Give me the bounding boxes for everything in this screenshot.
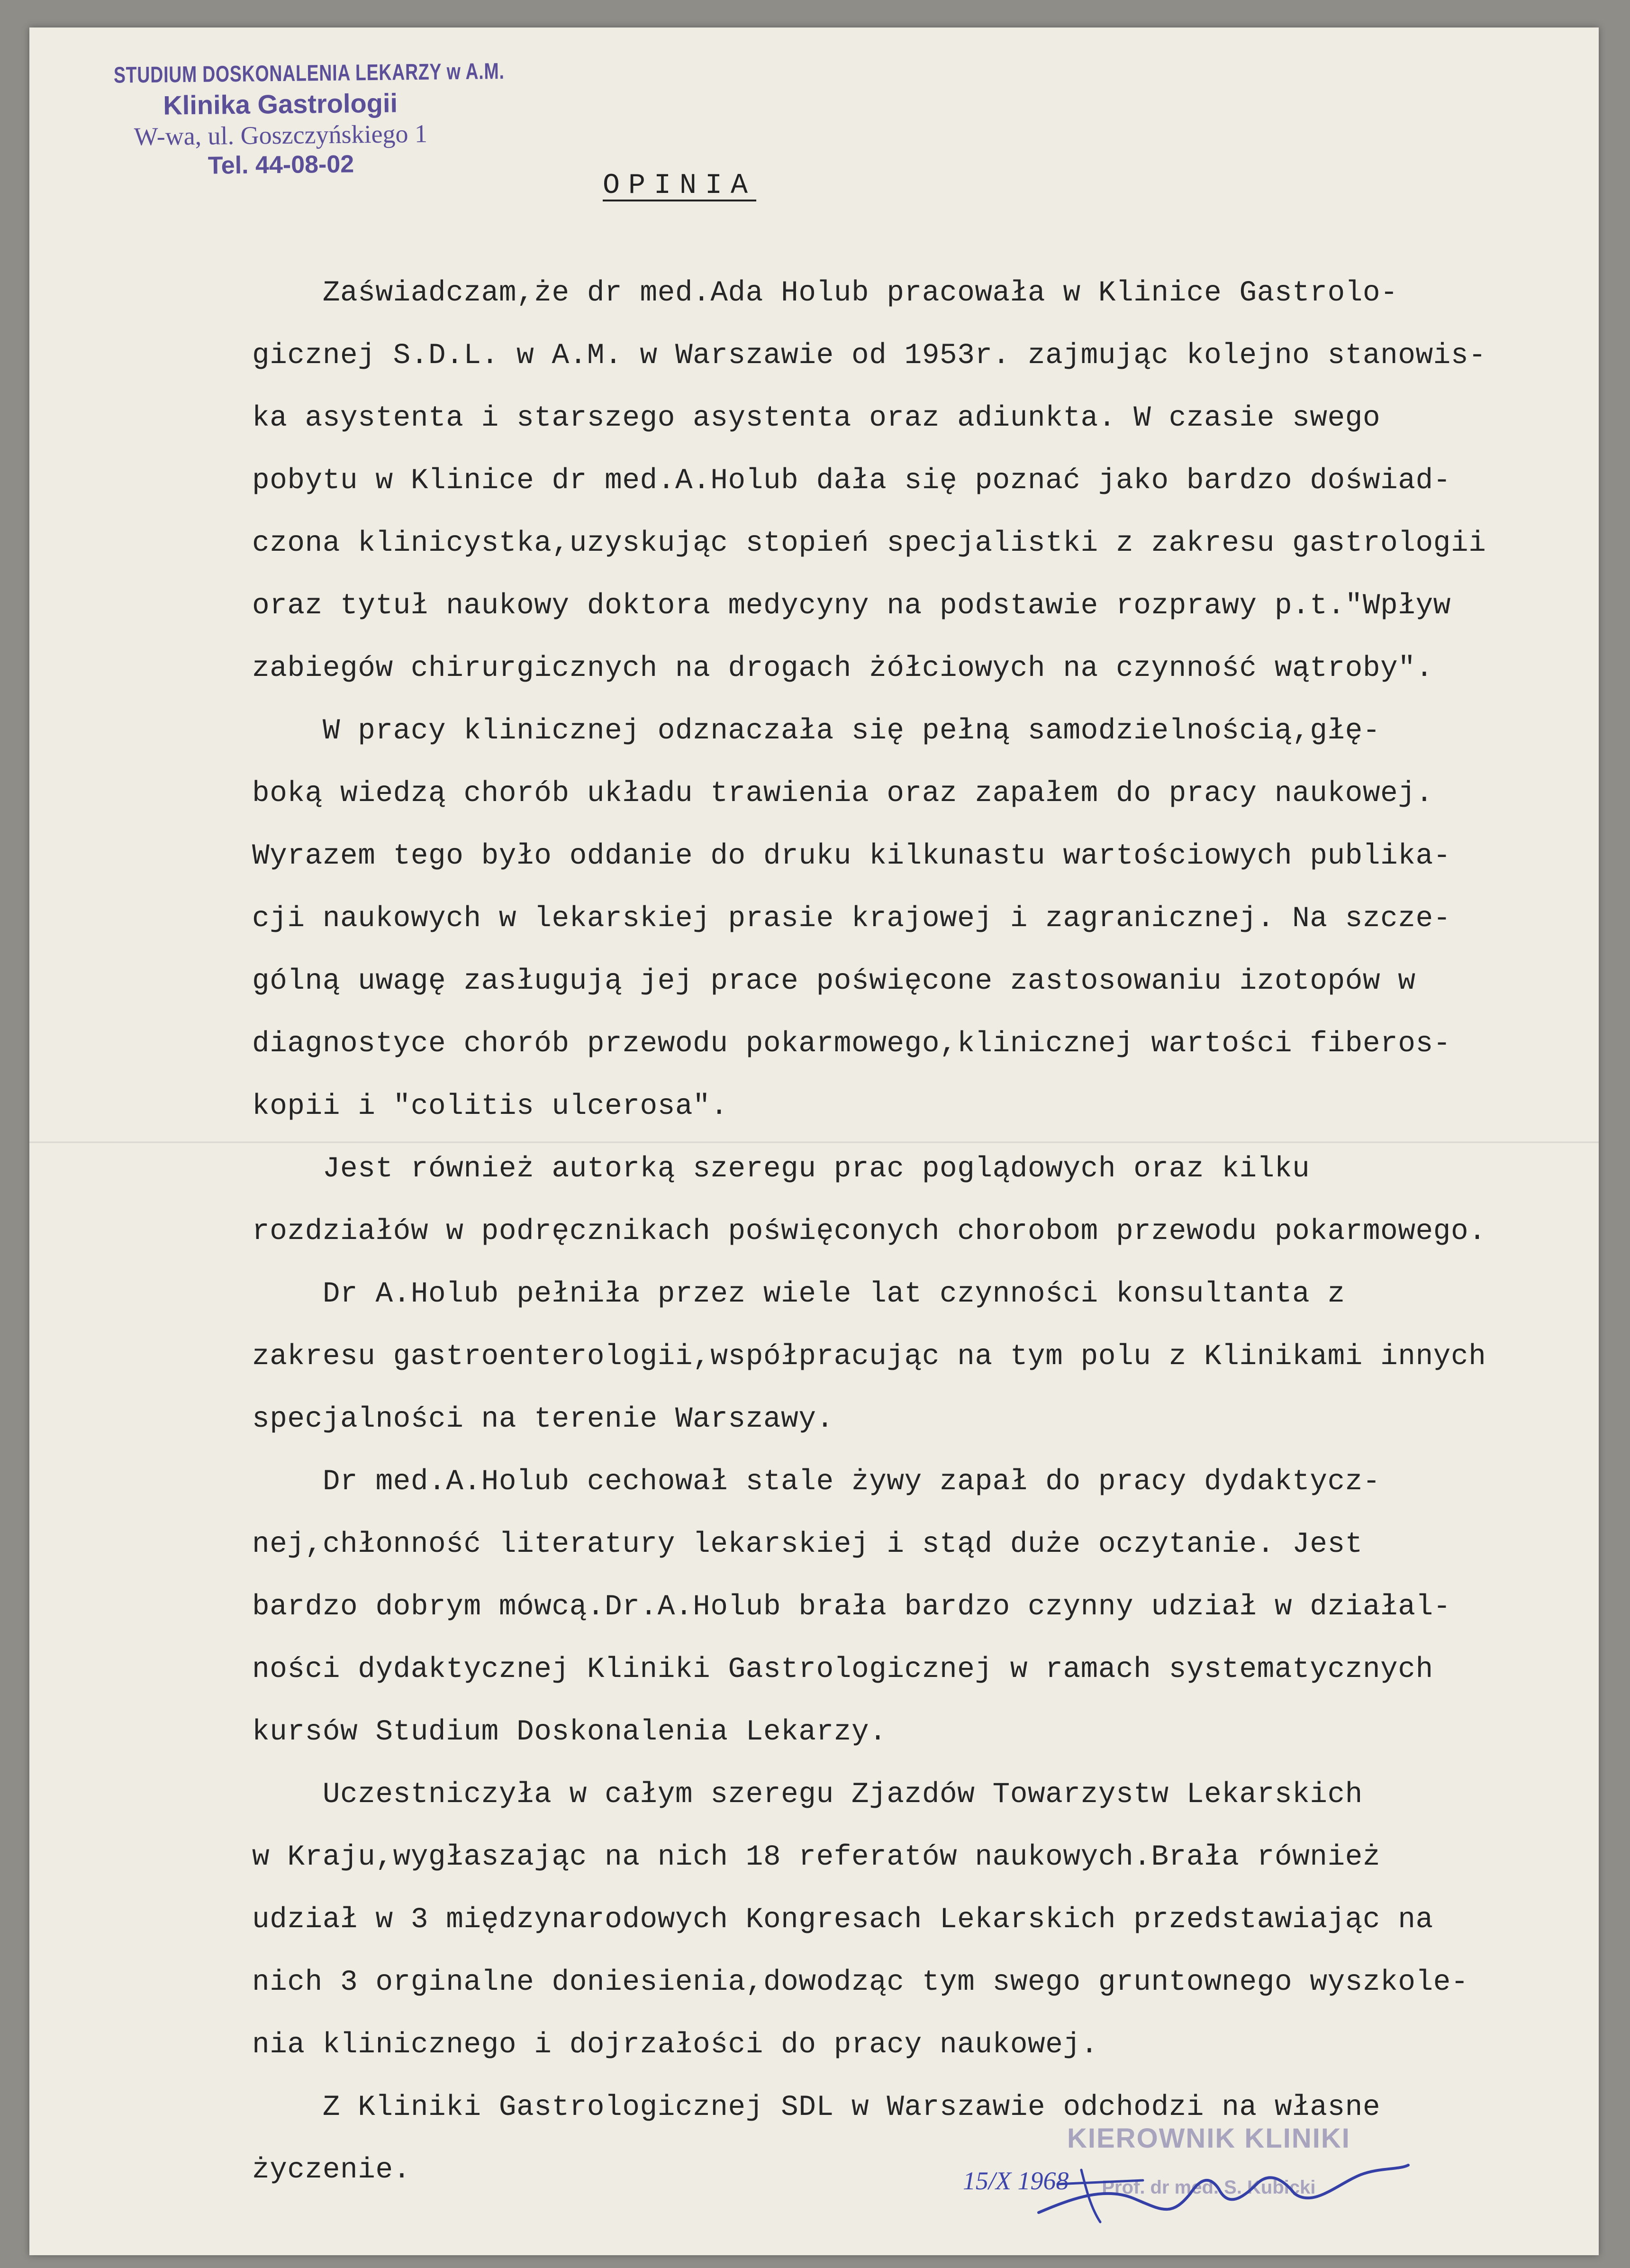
text-line: Z Kliniki Gastrologicznej SDL w Warszawie odchodzi na własne [252,2091,1381,2124]
text-line: kopii i "colitis ulcerosa". [252,1090,728,1123]
stamp-line-institution: STUDIUM DOSKONALENIA LEKARZY w A.M. [113,59,505,88]
stamp-name: Prof. dr med. S. Kubicki [1102,2177,1316,2198]
text-line: oraz tytuł naukowy doktora medycyny na podstawie rozprawy p.t."Wpływ [252,590,1451,622]
document-sheet [29,27,1599,2255]
text-line: Uczestniczyła w całym szeregu Zjazdów Towarzystw Lekarskich [252,1778,1363,1811]
document-title: OPINIA [603,170,757,202]
text-line: gicznej S.D.L. w A.M. w Warszawie od 1953r. zajmując kolejno stanowis- [252,339,1486,372]
text-line: pobytu w Klinice dr med.A.Holub dała się poznać jako bardzo doświad- [252,465,1451,497]
institution-stamp [67,58,505,181]
text-line: nia klinicznego i dojrzałości do pracy naukowej. [252,2029,1098,2061]
text-line: czona klinicystka,uzyskując stopień specjalistki z zakresu gastrologii [252,527,1486,560]
text-line: kursów Studium Doskonalenia Lekarzy. [252,1716,887,1749]
text-line: specjalności na terenie Warszawy. [252,1403,834,1436]
text-line: Dr A.Holub pełniła przez wiele lat czynności konsultanta z [252,1278,1345,1311]
text-line: udział w 3 międzynarodowych Kongresach Lekarskich przedstawiając na [252,1904,1433,1936]
handwritten-date: 15/X 1968 [963,2167,1069,2195]
text-line: ka asystenta i starszego asystenta oraz adiunkta. W czasie swego [252,402,1381,435]
text-line: ności dydaktycznej Kliniki Gastrologicznej w ramach systematycznych [252,1653,1433,1686]
text-line: Jest również autorką szeregu prac poglądowych oraz kilku [252,1153,1310,1185]
text-line: nej,chłonność literatury lekarskiej i stąd duże oczytanie. Jest [252,1528,1363,1561]
stamp-line-address: W-wa, ul. Goszczyńskiego 1 [134,119,428,151]
text-line: nich 3 orginalne doniesienia,dowodząc tym swego gruntownego wyszkole- [252,1966,1469,1999]
signature-area [963,2122,1437,2236]
stamp-line-clinic: Klinika Gastrologii [163,88,398,120]
text-line: boką wiedzą chorób układu trawienia oraz zapałem do pracy naukowej. [252,777,1433,810]
text-line: Dr med.A.Holub cechował stale żywy zapał do pracy dydaktycz- [252,1466,1381,1498]
text-line: bardzo dobrym mówcą.Dr.A.Holub brała bardzo czynny udział w działal- [252,1591,1451,1623]
text-line: rozdziałów w podręcznikach poświęconych chorobom przewodu pokarmowego. [252,1215,1486,1248]
text-line: w Kraju,wygłaszając na nich 18 referatów naukowych.Brała również [252,1841,1381,1874]
text-line: zabiegów chirurgicznych na drogach żółciowych na czynność wątroby". [252,652,1433,685]
stamp-title: KIEROWNIK KLINIKI [1067,2123,1350,2154]
text-line: zakresu gastroenterologii,współpracując na tym polu z Klinikami innych [252,1340,1486,1373]
text-line: W pracy klinicznej odznaczała się pełną samodzielnością,głę- [252,715,1381,747]
text-line: życzenie. [252,2154,411,2186]
handwritten-signature [1029,2141,1418,2236]
document-body [252,262,1574,2202]
stamp-line-phone: Tel. 44-08-02 [208,150,354,180]
text-line: cji naukowych w lekarskiej prasie krajowej i zagranicznej. Na szcze- [252,902,1451,935]
text-line: Wyrazem tego było oddanie do druku kilkunastu wartościowych publika- [252,840,1451,873]
text-line: diagnostyce chorób przewodu pokarmowego,klinicznej wartości fiberos- [252,1028,1451,1060]
text-line: gólną uwagę zasługują jej prace poświęcone zastosowaniu izotopów w [252,965,1416,998]
text-line: Zaświadczam,że dr med.Ada Holub pracowała w Klinice Gastrolo- [252,277,1398,310]
